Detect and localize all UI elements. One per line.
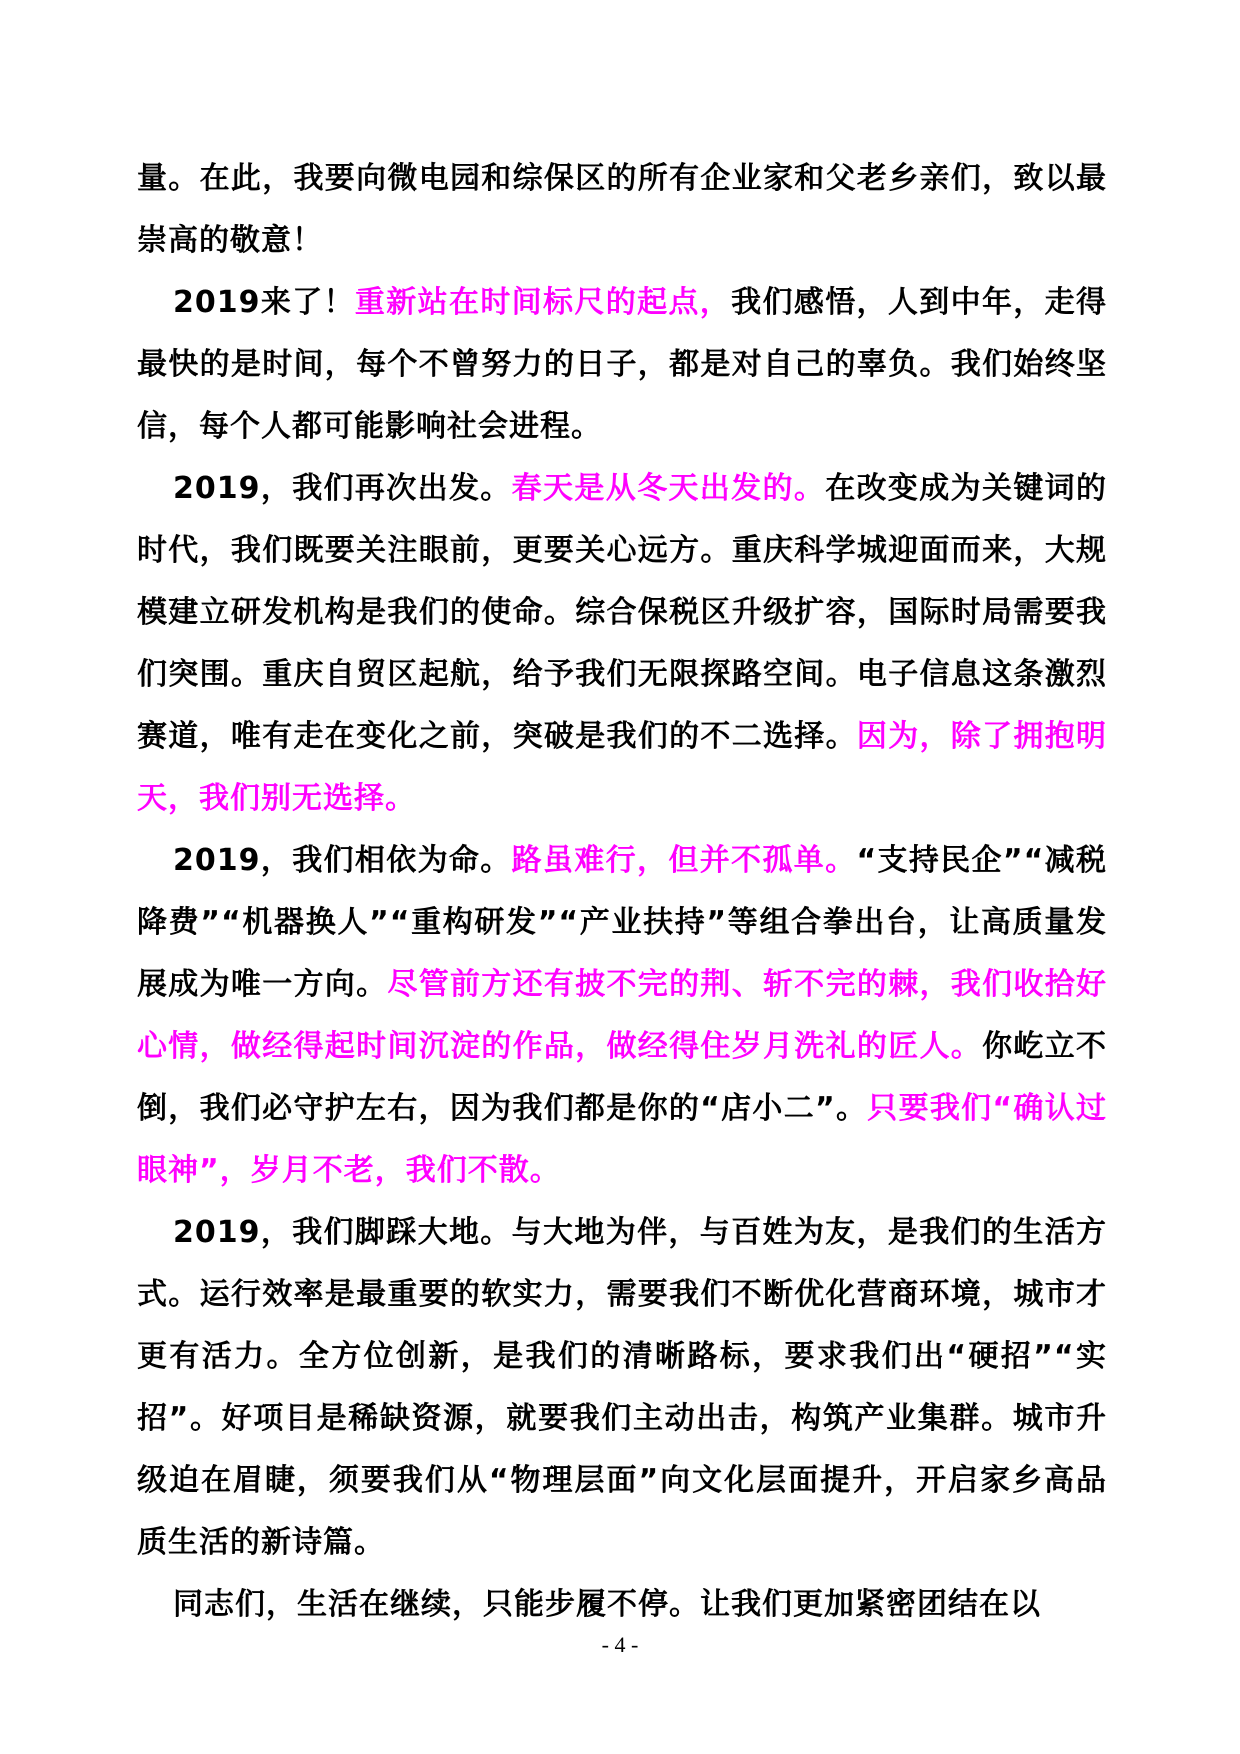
page-number: - 4 -	[601, 1632, 639, 1657]
document-body	[137, 148, 1107, 1636]
body-text: 2019，我们相依为命。	[173, 843, 512, 878]
paragraph	[137, 458, 1107, 830]
body-text: 在改变成为关键词的时代，我们既要关注眼前，更要关心远方。重庆科学城迎面而来，大规模建立研发机构是我们的使命。综合保税区升级扩容，国际时局需要我们突围。重庆自贸区起航，给予我们无限探路空间。电子信息这条激烈赛道，唯有走在变化之前，突破是我们的不二选择。	[137, 471, 1108, 754]
highlighted-text: 只要我们“确认过眼神”，岁月不老，我们不散。	[137, 1091, 1107, 1188]
paragraph	[137, 830, 1107, 1202]
highlighted-text: 因为，除了拥抱明天，我们别无选择。	[137, 719, 1108, 816]
highlighted-text: 春天是从冬天出发的。	[511, 471, 826, 506]
body-text: 量。在此，我要向微电园和综保区的所有企业家和父老乡亲们，致以最崇高的敬意！	[137, 161, 1107, 258]
body-text: 你屹立不倒，我们必守护左右，因为我们都是你的“店小二”。	[137, 1029, 1108, 1126]
body-text: 2019，我们再次出发。	[173, 471, 512, 506]
body-text: 2019来了！	[173, 285, 355, 320]
highlighted-text: 尽管前方还有披不完的荆、斩不完的棘，我们收拾好心情，做经得起时间沉淀的作品，做经得住岁月洗礼的匠人。	[137, 967, 1108, 1064]
paragraph	[137, 272, 1107, 458]
paragraph	[137, 1202, 1107, 1574]
body-text: “支持民企”“减税降费”“机器换人”“重构研发”“产业扶持”等组合拳出台，让高质量发展成为唯一方向。	[137, 843, 1108, 1002]
paragraph	[137, 148, 1107, 272]
body-text: 我们感悟，人到中年，走得最快的是时间，每个不曾努力的日子，都是对自己的辜负。我们始终坚信，每个人都可能影响社会进程。	[137, 285, 1108, 444]
body-text: 2019，我们脚踩大地。与大地为伴，与百姓为友，是我们的生活方式。运行效率是最重要的软实力，需要我们不断优化营商环境，城市才更有活力。全方位创新，是我们的清晰路标，要求我们出“硬招”“实招”。好项目是稀缺资源，就要我们主动出击，构筑产业集群。城市升级迫在眉睫，须要我们从“物理层面”向文化层面提升，开启家乡高品质生活的新诗篇。	[137, 1215, 1107, 1560]
body-text: 同志们，生活在继续，只能步履不停。让我们更加紧密团结在以	[173, 1587, 1041, 1622]
paragraph	[137, 1574, 1107, 1636]
highlighted-text: 重新站在时间标尺的起点，	[354, 285, 732, 320]
highlighted-text: 路虽难行，但并不孤单。	[511, 843, 857, 878]
